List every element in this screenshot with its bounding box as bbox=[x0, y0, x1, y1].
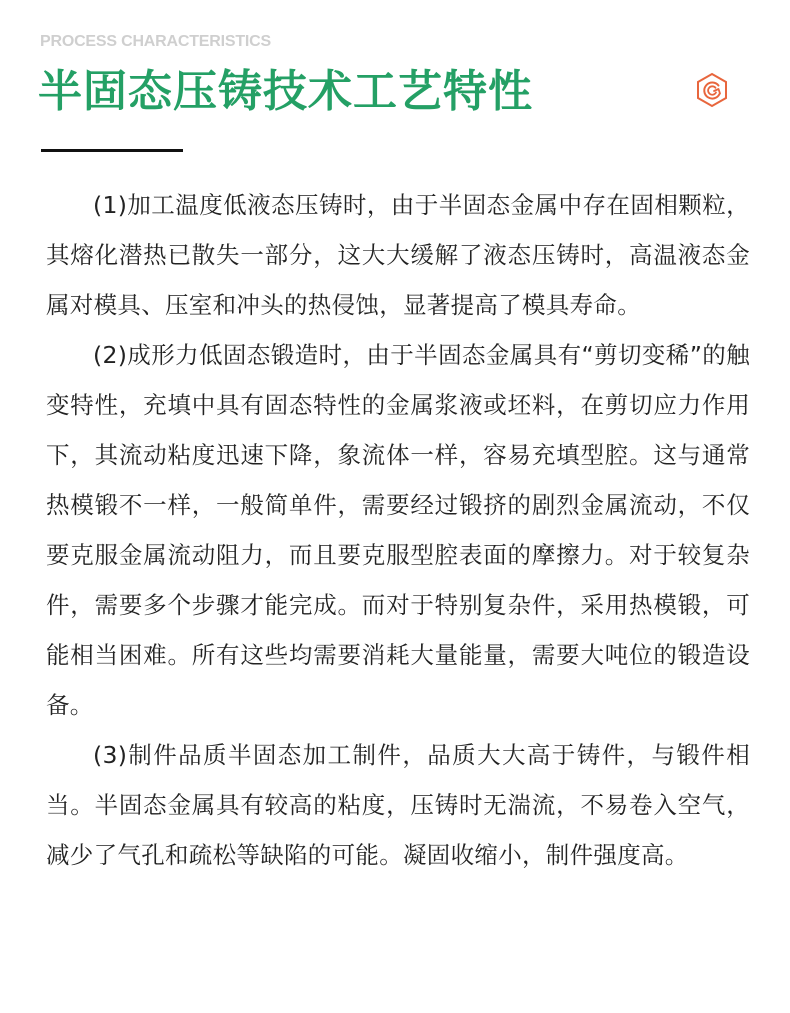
hexagon-c-logo-icon bbox=[695, 72, 729, 108]
section-eyebrow: PROCESS CHARACTERISTICS bbox=[40, 33, 271, 50]
paragraph-low-processing-temperature: (1)加工温度低液态压铸时，由于半固态金属中存在固相颗粒，其熔化潜热已散失一部分，这大大缓解了液态压铸时，高温液态金属对模具、压室和冲头的热侵蚀，显著提高了模具寿命。 bbox=[46, 191, 750, 319]
page-title: 半固态压铸技术工艺特性 bbox=[38, 66, 533, 117]
title-underline-divider bbox=[41, 149, 183, 152]
article-body bbox=[46, 180, 750, 880]
paragraph-low-forming-force: (2)成形力低固态锻造时，由于半固态金属具有“剪切变稀”的触变特性，充填中具有固态特性的金属浆液或坯料，在剪切应力作用下，其流动粘度迅速下降，象流体一样，容易充填型腔。这与通常热模锻不一样，一般简单件，需要经过锻挤的剧烈金属流动，不仅要克服金属流动阻力，而且要克服型腔表面的摩擦力。对于较复杂件，需要多个步骤才能完成。而对于特别复杂件，采用热模锻，可能相当困难。所有这些均需要消耗大量能量，需要大吨位的锻造设备。 bbox=[46, 341, 750, 719]
paragraph-part-quality: (3)制件品质半固态加工制件，品质大大高于铸件，与锻件相当。半固态金属具有较高的粘度，压铸时无湍流，不易卷入空气，减少了气孔和疏松等缺陷的可能。凝固收缩小，制件强度高。 bbox=[46, 741, 750, 869]
